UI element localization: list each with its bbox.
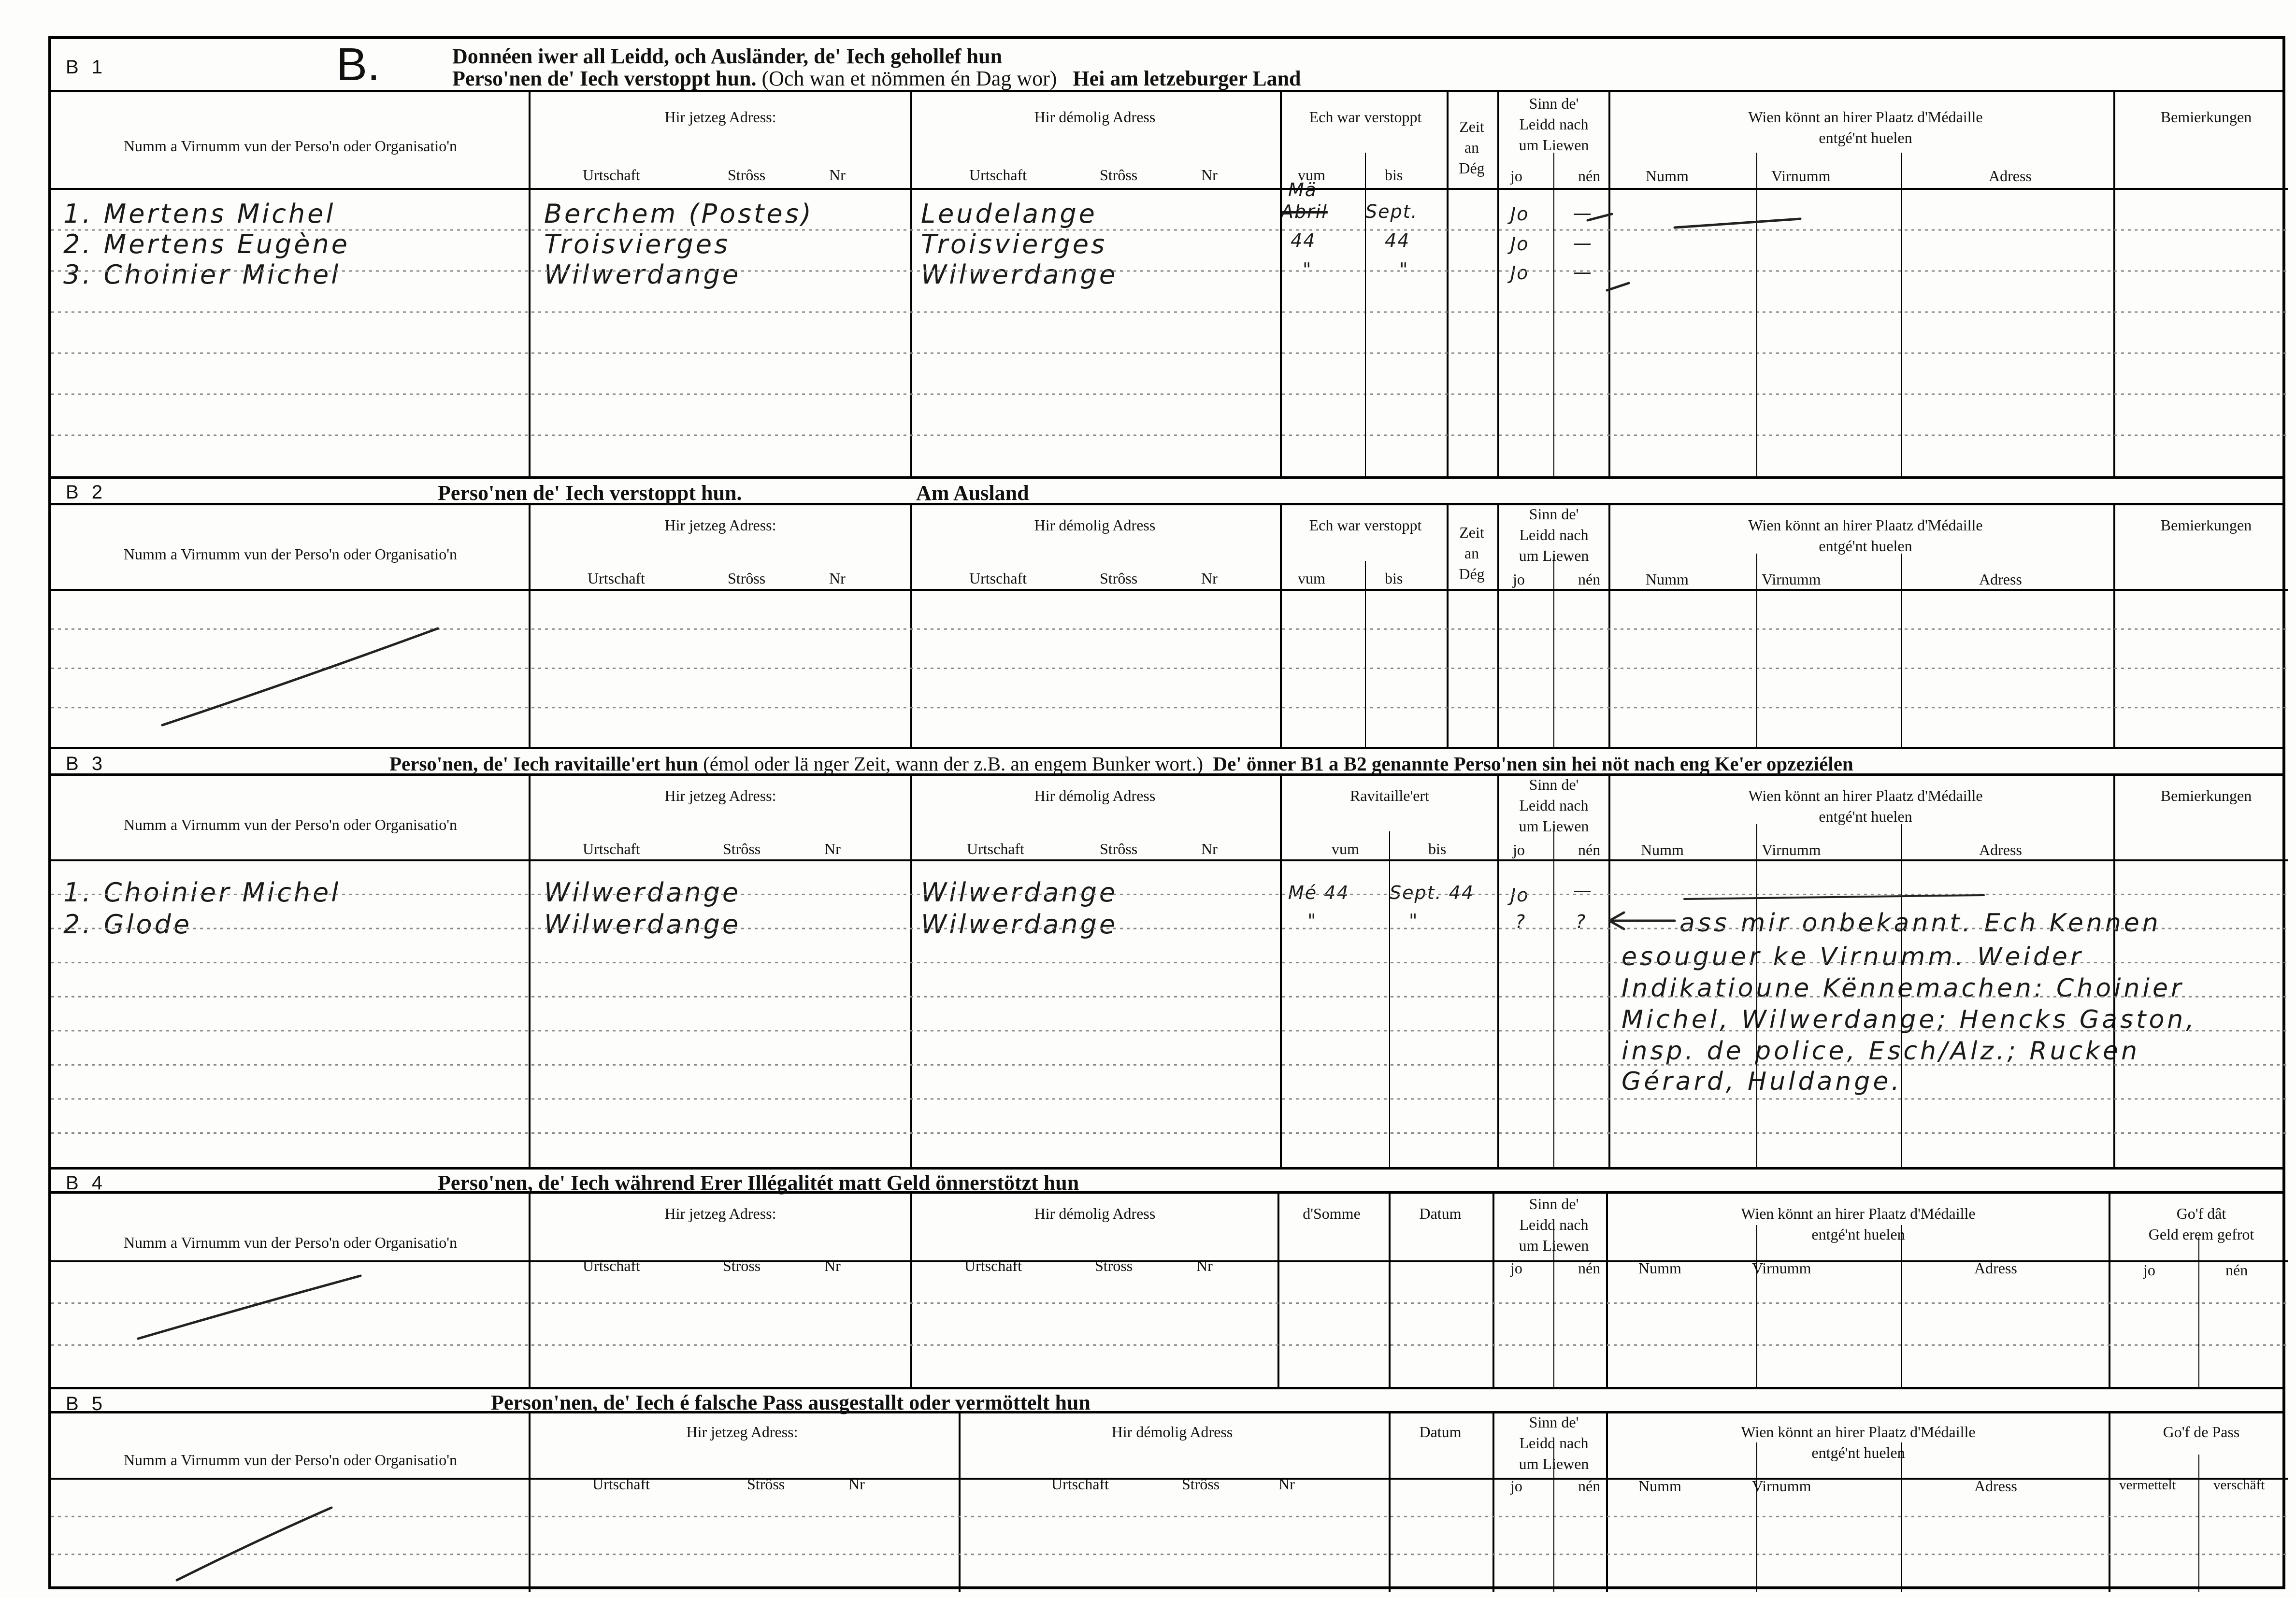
row-from: " — [1303, 259, 1312, 280]
col-gift-line: Go'f dât — [2176, 1205, 2226, 1222]
col-current-address-header: Hir jetzeg Adress: — [686, 1423, 798, 1441]
row-alive-no: ? — [1576, 911, 1587, 932]
row-alive-no: — — [1573, 261, 1593, 283]
col-yes: jo — [1510, 167, 1522, 185]
col-medal-line: Wien könnt an hirer Plaatz d'Médaille — [1748, 108, 1983, 126]
row-from: 44 — [1291, 230, 1316, 251]
row-alive-yes: ? — [1515, 911, 1526, 932]
col-alive-line: Sinn de' — [1529, 95, 1579, 112]
col-place: Urtschaft — [592, 1475, 650, 1493]
section-id: B 2 — [66, 482, 107, 503]
col-date: Datum — [1419, 1423, 1462, 1441]
registration-form-sheet — [48, 36, 2285, 1589]
col-alive-line: Sinn de' — [1529, 505, 1579, 523]
col-nr: Nr — [829, 570, 846, 587]
col-place: Urtschaft — [964, 1257, 1022, 1274]
section-letter: B. — [336, 39, 380, 90]
col-nr: Nr — [829, 166, 846, 184]
col-medal-line: entgé'nt huelen — [1819, 129, 1912, 147]
col-no: nén — [1578, 1259, 1601, 1277]
col-alive-line: um Liewen — [1519, 547, 1589, 565]
row-current-place: Troisvierges — [544, 229, 731, 259]
row-alive-no: — — [1573, 202, 1593, 224]
col-street: Strôss — [728, 570, 766, 587]
dash-stroke — [1675, 219, 1800, 228]
col-medal-first: Virnumm — [1771, 167, 1831, 185]
col-alive-line: Leidd nach — [1519, 1216, 1589, 1234]
col-yes: jo — [1513, 841, 1525, 858]
row-until: " — [1409, 910, 1419, 931]
col-medal-address: Adress — [1974, 1477, 2017, 1495]
col-place: Urtschaft — [583, 1257, 641, 1274]
dash-stroke — [1588, 214, 1612, 220]
handwritten-note-line: esouguer ke Virnumm. Weider — [1622, 942, 2084, 971]
col-pass-procured: verschäft — [2213, 1477, 2265, 1493]
col-alive-line: Sinn de' — [1529, 1413, 1579, 1431]
col-alive-line: Leidd nach — [1519, 797, 1589, 814]
col-from: vum — [1298, 570, 1325, 587]
section-title-part: De' önner B1 a B2 genannte Perso'nen sin hei nöt nach eng Ke'er opzeziélen — [1213, 753, 1853, 775]
handwritten-note-line: insp. de police, Esch/Alz.; Rucken — [1622, 1037, 2140, 1066]
col-street: Strôss — [723, 1257, 761, 1274]
col-alive-line: um Liewen — [1519, 1455, 1589, 1473]
col-medal-line: Wien könnt an hirer Plaatz d'Médaille — [1741, 1205, 1976, 1222]
col-alive-line: um Liewen — [1519, 136, 1589, 154]
col-street: Strôss — [1100, 840, 1138, 857]
col-time-line: Dég — [1459, 565, 1485, 583]
col-nr: Nr — [824, 840, 841, 857]
col-no: nén — [1578, 571, 1601, 588]
section-title: Perso'nen, de' Iech während Erer Illégalitét matt Geld önnerstötzt hun — [438, 1171, 1079, 1195]
row-alive-yes: Jo — [1510, 233, 1529, 255]
col-name-header: Numm a Virnumm vun der Perso'n oder Organisatio'n — [123, 545, 458, 563]
cancel-stroke — [162, 628, 438, 725]
section-title-part: Hei am letzeburger Land — [1073, 67, 1301, 90]
col-alive-line: Sinn de' — [1529, 1195, 1579, 1213]
col-name-header: Numm a Virnumm vun der Perso'n oder Organisatio'n — [123, 816, 458, 833]
col-street: Strôss — [728, 166, 766, 184]
col-sum: d'Somme — [1303, 1205, 1361, 1222]
col-former-address-header: Hir démolig Adress — [1034, 108, 1156, 126]
col-place: Urtschaft — [969, 166, 1027, 184]
col-medal-address: Adress — [1979, 571, 2022, 588]
col-gift-yes: jo — [2143, 1261, 2155, 1279]
col-place: Urtschaft — [583, 166, 641, 184]
row-until: Sept. — [1365, 201, 1418, 222]
col-no: nén — [1578, 1477, 1601, 1495]
col-until: bis — [1385, 570, 1403, 587]
col-medal-first: Virnumm — [1762, 841, 1821, 858]
col-medal-address: Adress — [1989, 167, 2032, 185]
row-alive-no: — — [1573, 880, 1593, 901]
col-current-address-header: Hir jetzeg Adress: — [664, 108, 776, 126]
col-nr: Nr — [1201, 570, 1218, 587]
col-time-line: Dég — [1459, 159, 1485, 177]
row-former-place: Troisvierges — [921, 229, 1107, 259]
col-name-header: Numm a Virnumm vun der Perso'n oder Organisatio'n — [123, 1234, 458, 1251]
row-from: " — [1307, 910, 1317, 931]
col-alive-line: Sinn de' — [1529, 776, 1579, 793]
col-former-address-header: Hir démolig Adress — [1034, 516, 1156, 534]
row-alive-yes: Jo — [1510, 203, 1529, 225]
section-title-part: Perso'nen, de' Iech ravitaille'ert hun — [389, 753, 698, 775]
col-place: Urtschaft — [588, 570, 646, 587]
row-from: Mé 44 — [1288, 882, 1349, 903]
col-street: Strôss — [1100, 166, 1138, 184]
row-current-place: Berchem (Postes) — [544, 199, 814, 229]
col-alive-line: um Liewen — [1519, 1237, 1589, 1255]
col-medal-name: Numm — [1638, 1477, 1681, 1495]
section-title: Perso'nen de' Iech verstoppt hun. — [438, 481, 742, 505]
col-medal-name: Numm — [1646, 167, 1689, 185]
col-street: Strôss — [1100, 570, 1138, 587]
section-id: B 1 — [66, 57, 107, 78]
dash-stroke — [1684, 895, 1984, 899]
col-current-address-header: Hir jetzeg Adress: — [664, 516, 776, 534]
col-hidden-header: Ech war verstoppt — [1309, 108, 1422, 126]
col-supplied-header: Ravitaille'ert — [1350, 787, 1429, 804]
row-name: 1. Mertens Michel — [63, 199, 336, 229]
row-name: 1. Choinier Michel — [63, 877, 341, 908]
col-medal-line: entgé'nt huelen — [1811, 1226, 1905, 1243]
col-name-header: Numm a Virnumm vun der Perso'n oder Organisatio'n — [123, 1451, 458, 1469]
row-current-place: Wilwerdange — [544, 877, 741, 908]
col-name-header: Numm a Virnumm vun der Perso'n oder Organisatio'n — [123, 137, 458, 155]
col-no: nén — [1578, 841, 1601, 858]
col-former-address-header: Hir démolig Adress — [1111, 1423, 1233, 1441]
section-title-line1: Donnéen iwer all Leidd, och Ausländer, de' Iech gehollef hun — [452, 44, 1003, 68]
row-until: Sept. 44 — [1390, 882, 1475, 903]
col-remarks: Bemierkungen — [2160, 787, 2252, 804]
col-medal-first: Virnumm — [1752, 1259, 1811, 1277]
col-medal-first: Virnumm — [1752, 1477, 1811, 1495]
col-time-line: Zeit — [1459, 118, 1484, 135]
handwritten-note-line: Gérard, Huldange. — [1622, 1067, 1902, 1096]
col-nr: Nr — [848, 1475, 865, 1493]
section-title: Person'nen, de' Iech é falsche Pass ausgestallt oder vermöttelt hun — [491, 1391, 1091, 1414]
col-gift-line: Geld erem gefrot — [2148, 1226, 2254, 1243]
col-street: Strôss — [747, 1475, 785, 1493]
section-title-part: (Och wan et nömmen én Dag wor) — [761, 67, 1057, 90]
row-current-place: Wilwerdange — [544, 259, 741, 290]
col-nr: Nr — [1278, 1475, 1295, 1493]
col-former-address-header: Hir démolig Adress — [1034, 1205, 1156, 1222]
col-medal-line: Wien könnt an hirer Plaatz d'Médaille — [1748, 787, 1983, 804]
col-gift-no: nén — [2225, 1261, 2248, 1279]
col-street: Strôss — [1095, 1257, 1133, 1274]
cancel-stroke — [177, 1508, 331, 1580]
row-former-place: Wilwerdange — [921, 877, 1118, 908]
col-until: bis — [1385, 166, 1403, 184]
col-from: vum — [1298, 166, 1325, 184]
col-alive-line: Leidd nach — [1519, 526, 1589, 544]
col-street: Strôss — [723, 840, 761, 857]
col-time-line: Zeit — [1459, 524, 1484, 541]
section-id: B 4 — [66, 1172, 107, 1194]
handwritten-note-line: Michel, Wilwerdange; Hencks Gaston, — [1622, 1005, 2197, 1034]
col-medal-first: Virnumm — [1762, 571, 1821, 588]
col-nr: Nr — [1201, 840, 1218, 857]
col-nr: Nr — [824, 1257, 841, 1274]
col-medal-name: Numm — [1638, 1259, 1681, 1277]
row-name: 2. Glode — [63, 909, 192, 940]
col-nr: Nr — [1196, 1257, 1213, 1274]
col-former-address-header: Hir démolig Adress — [1034, 787, 1156, 804]
col-yes: jo — [1510, 1477, 1522, 1495]
row-until: " — [1399, 259, 1409, 280]
row-current-place: Wilwerdange — [544, 909, 741, 940]
col-yes: jo — [1513, 571, 1525, 588]
col-place: Urtschaft — [967, 840, 1025, 857]
col-time-line: an — [1464, 544, 1479, 562]
col-medal-line: entgé'nt huelen — [1819, 537, 1912, 555]
handwritten-note-line: Indikatioune Kënnemachen: Choinier — [1622, 974, 2184, 1003]
section-id: B 3 — [66, 753, 107, 774]
row-former-place: Wilwerdange — [921, 909, 1118, 940]
section-title-part: Perso'nen de' Iech verstoppt hun. — [452, 67, 757, 90]
col-pass-mediated: vermettelt — [2119, 1477, 2176, 1493]
col-medal-address: Adress — [1974, 1259, 2017, 1277]
col-hidden-header: Ech war verstoppt — [1309, 516, 1422, 534]
col-medal-name: Numm — [1641, 841, 1684, 858]
section-title: Am Ausland — [916, 481, 1029, 505]
row-name: 2. Mertens Eugène — [63, 229, 350, 259]
col-alive-line: um Liewen — [1519, 817, 1589, 835]
section-title-part: (émol oder lä nger Zeit, wann der z.B. an engem Bunker wort.) — [703, 753, 1203, 775]
row-former-place: Wilwerdange — [921, 259, 1118, 290]
col-medal-line: Wien könnt an hirer Plaatz d'Médaille — [1741, 1423, 1976, 1441]
col-alive-line: Leidd nach — [1519, 115, 1589, 133]
col-place: Urtschaft — [1051, 1475, 1109, 1493]
col-until: bis — [1428, 840, 1447, 857]
col-remarks: Bemierkungen — [2160, 108, 2252, 126]
col-no: nén — [1578, 167, 1601, 185]
col-medal-name: Numm — [1646, 571, 1689, 588]
col-place: Urtschaft — [583, 840, 641, 857]
row-from-correction: Mä — [1288, 179, 1318, 200]
row-former-place: Leudelange — [921, 199, 1097, 229]
row-name: 3. Choinier Michel — [63, 259, 341, 290]
col-medal-line: entgé'nt huelen — [1811, 1444, 1905, 1462]
col-remarks: Bemierkungen — [2160, 516, 2252, 534]
col-pass-header: Go'f de Pass — [2163, 1423, 2240, 1441]
col-medal-address: Adress — [1979, 841, 2022, 858]
col-current-address-header: Hir jetzeg Adress: — [664, 787, 776, 804]
form-grid — [51, 39, 2288, 1592]
row-alive-no: — — [1573, 232, 1593, 254]
col-yes: jo — [1510, 1259, 1522, 1277]
col-nr: Nr — [1201, 166, 1218, 184]
col-street: Strôss — [1182, 1475, 1220, 1493]
row-alive-yes: Jo — [1510, 885, 1529, 906]
col-date: Datum — [1419, 1205, 1462, 1222]
cancel-stroke — [138, 1276, 360, 1339]
col-place: Urtschaft — [969, 570, 1027, 587]
row-until: 44 — [1385, 230, 1410, 251]
col-time-line: an — [1464, 139, 1479, 157]
col-alive-line: Leidd nach — [1519, 1434, 1589, 1452]
col-medal-line: Wien könnt an hirer Plaatz d'Médaille — [1748, 516, 1983, 534]
handwritten-note-line: ass mir onbekannt. Ech Kennen — [1679, 909, 2161, 938]
section-id: B 5 — [66, 1393, 107, 1414]
col-current-address-header: Hir jetzeg Adress: — [664, 1205, 776, 1222]
row-from-struck: Abril — [1281, 201, 1328, 222]
col-from: vum — [1332, 840, 1359, 857]
row-alive-yes: Jo — [1510, 262, 1529, 284]
col-medal-line: entgé'nt huelen — [1819, 808, 1912, 826]
